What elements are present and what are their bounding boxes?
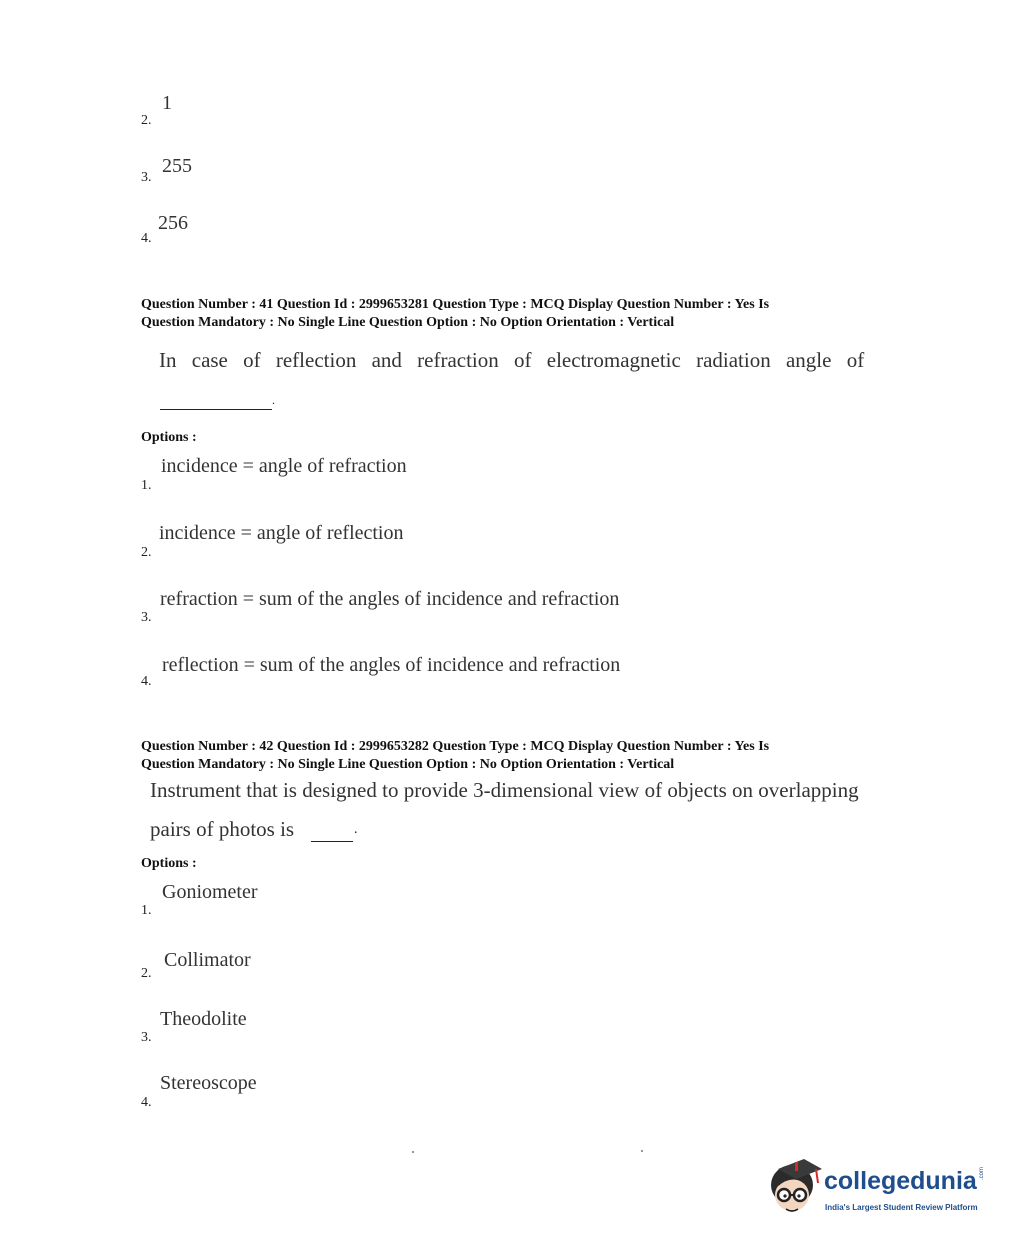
brand-logo-text: collegedunia	[824, 1167, 977, 1195]
question-text: Instrument that is designed to provide 3-dimensional view of objects on overlapping	[150, 778, 859, 802]
option-text: incidence = angle of reflection	[159, 522, 404, 544]
brand-tagline: India's Largest Student Review Platform	[825, 1203, 978, 1212]
option-number: 4.	[141, 231, 152, 246]
option-text: Stereoscope	[160, 1072, 257, 1094]
question-meta-line: Question Mandatory : No Single Line Question Option : No Option Orientation : Vertical	[141, 757, 675, 772]
option-text: Collimator	[164, 949, 251, 971]
option-number: 3.	[141, 1030, 152, 1045]
option-text: Theodolite	[160, 1008, 247, 1030]
option-number: 2.	[141, 545, 152, 560]
options-label: Options :	[141, 430, 197, 445]
option-text: 255	[162, 155, 192, 177]
option-number: 2.	[141, 966, 152, 981]
blank-suffix: .	[272, 393, 275, 407]
option-text: refraction = sum of the angles of incidence and refraction	[160, 588, 620, 610]
option-text: reflection = sum of the angles of incidence and refraction	[162, 654, 621, 676]
blank-suffix: .	[354, 822, 358, 837]
question-meta-line: Question Number : 42 Question Id : 2999653282 Question Type : MCQ Display Question Number : Yes Is	[141, 739, 770, 754]
question-text: In case of reflection and refraction of electromagnetic radiation angle of	[159, 348, 865, 372]
question-text: pairs of photos is	[150, 817, 295, 841]
collegedunia-mascot-icon	[764, 1155, 822, 1221]
option-number: 4.	[141, 1095, 152, 1110]
option-number: 2.	[141, 113, 152, 128]
option-text: incidence = angle of refraction	[161, 455, 407, 477]
question-meta-line: Question Number : 41 Question Id : 2999653281 Question Type : MCQ Display Question Number : Yes Is	[141, 297, 770, 312]
question-meta-line: Question Mandatory : No Single Line Question Option : No Option Orientation : Vertical	[141, 315, 675, 330]
options-label: Options :	[141, 856, 197, 871]
option-text: 256	[158, 212, 188, 234]
brand-logo-suffix: .com	[979, 1166, 985, 1180]
scan-speck	[641, 1150, 643, 1152]
option-text: Goniometer	[162, 881, 258, 903]
scan-speck	[412, 1151, 414, 1153]
option-number: 1.	[141, 903, 152, 918]
option-number: 3.	[141, 610, 152, 625]
option-text: 1	[162, 92, 172, 114]
option-number: 3.	[141, 170, 152, 185]
option-number: 4.	[141, 674, 152, 689]
answer-blank	[160, 392, 272, 410]
answer-blank	[311, 824, 353, 842]
option-number: 1.	[141, 478, 152, 493]
